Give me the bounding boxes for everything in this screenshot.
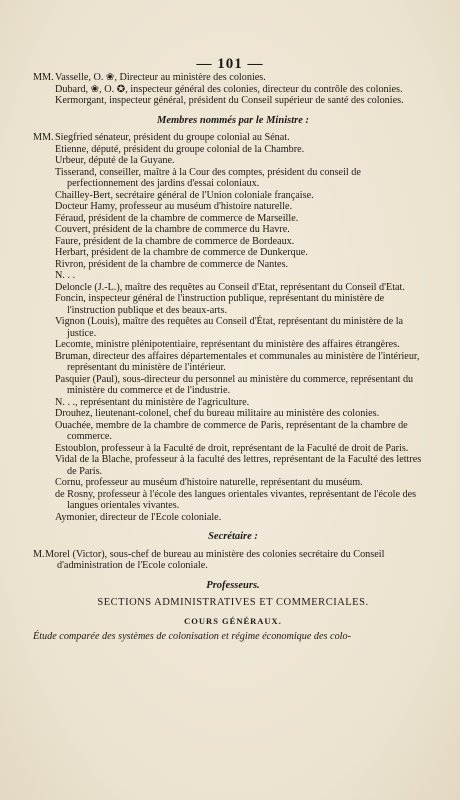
group-officials <box>33 72 433 107</box>
entry: Vidal de la Blache, professeur à la faculté des lettres, représentant de la Faculté des lettres de Paris. <box>55 454 422 477</box>
entry: Aymonier, directeur de l'Ecole coloniale. <box>55 511 222 523</box>
section-title: SECTIONS ADMINISTRATIVES ET COMMERCIALES. <box>97 597 369 608</box>
entry: Cornu, professeur au muséum d'histoire naturelle, représentant du muséum. <box>55 477 363 488</box>
group-prefix: MM. <box>33 72 54 83</box>
group-prefix: MM. <box>33 132 54 143</box>
entry: Etienne, député, président du groupe colonial de la Chambre. <box>55 143 305 155</box>
entry: Faure, président de la chambre de commerce de Bordeaux. <box>55 235 295 247</box>
entry: Kermorgant, inspecteur général, président du Conseil supérieur de santé des colonies. <box>55 95 404 106</box>
document-body <box>33 72 433 643</box>
entry: Foncin, inspecteur général de l'instruction publique, représentant du ministère de l'instruction publique et des beaux-arts. <box>55 293 385 316</box>
entry: Bruman, directeur des affaires départementales et communales au ministère de l'intérieur, représentant du ministère de l'intérieur. <box>55 350 420 373</box>
secretary-entry <box>33 549 433 572</box>
entry: Chailley-Bert, secrétaire général de l'Union coloniale française. <box>55 189 314 201</box>
entry: Vasselle, O. ❀, Directeur au ministère des colonies. <box>55 72 266 83</box>
entry: Herbart, président de la chambre de commerce de Dunkerque. <box>55 247 308 258</box>
cours-title: COURS GÉNÉRAUX. <box>184 615 282 626</box>
entry: Tisserand, conseiller, maître à la Cour des comptes, président du conseil de perfectionnement des jardins d'essai coloniaux. <box>55 166 361 189</box>
group-entries <box>53 132 433 523</box>
entry: Féraud, président de la chambre de commerce de Marseille. <box>55 212 299 224</box>
entry: Docteur Hamy, professeur au muséum d'histoire naturelle. <box>55 201 293 212</box>
group-entries <box>53 72 433 107</box>
entry: Urbeur, député de la Guyane. <box>55 155 175 166</box>
entry: Dubard, ❀, O. ✪, inspecteur général des colonies, directeur du contrôle des colonies. <box>55 83 403 95</box>
page-number: — 101 — <box>196 56 264 72</box>
professors-heading: Professeurs. <box>206 579 260 591</box>
members-heading: Membres nommés par le Ministre : <box>157 114 309 126</box>
group-members <box>33 132 433 523</box>
entry: Lecomte, ministre plénipotentiaire, représentant du ministère des affaires étrangères. <box>55 339 400 350</box>
secretary-text: Morel (Victor), sous-chef de bureau au ministère des colonies secrétaire du Conseil d'administration de l'Ecole coloniale. <box>45 548 385 571</box>
entry: Deloncle (J.-L.), maître des requêtes au Conseil d'Etat, représentant du Conseil d'Etat. <box>55 281 405 293</box>
secretary-heading: Secrétaire : <box>208 531 258 542</box>
course-line: Étude comparée des systèmes de colonisation et régime économique des colo- <box>33 631 351 642</box>
entry: Rivron, président de la chambre de commerce de Nantes. <box>55 258 289 270</box>
entry: Vignon (Louis), maître des requêtes au Conseil d'État, représentant du ministère de la justice. <box>55 316 404 339</box>
entry: Drouhez, lieutenant-colonel, chef du bureau militaire au ministère des colonies. <box>55 408 380 419</box>
entry: N. . ., représentant du ministère de l'agriculture. <box>55 396 250 408</box>
entry: Estoublon, professeur à la Faculté de droit, représentant de la Faculté de droit de Paris. <box>55 442 409 454</box>
entry: Pasquier (Paul), sous-directeur du personnel au ministère du commerce, représentant du ministère du commerce et de l'industrie. <box>55 373 414 396</box>
entry: Couvert, président de la chambre de commerce du Havre. <box>55 224 290 235</box>
entry: Siegfried sénateur, président du groupe colonial au Sénat. <box>55 132 290 143</box>
entry: Ouachée, membre de la chambre de commerce de Paris, représentant de la chambre de commerce. <box>55 419 408 442</box>
entry: de Rosny, professeur à l'école des langues orientales vivantes, représentant de l'école des langues orientales vivantes. <box>55 488 417 511</box>
secretary-prefix: M. <box>33 548 45 560</box>
entry: N. . . <box>55 270 76 281</box>
